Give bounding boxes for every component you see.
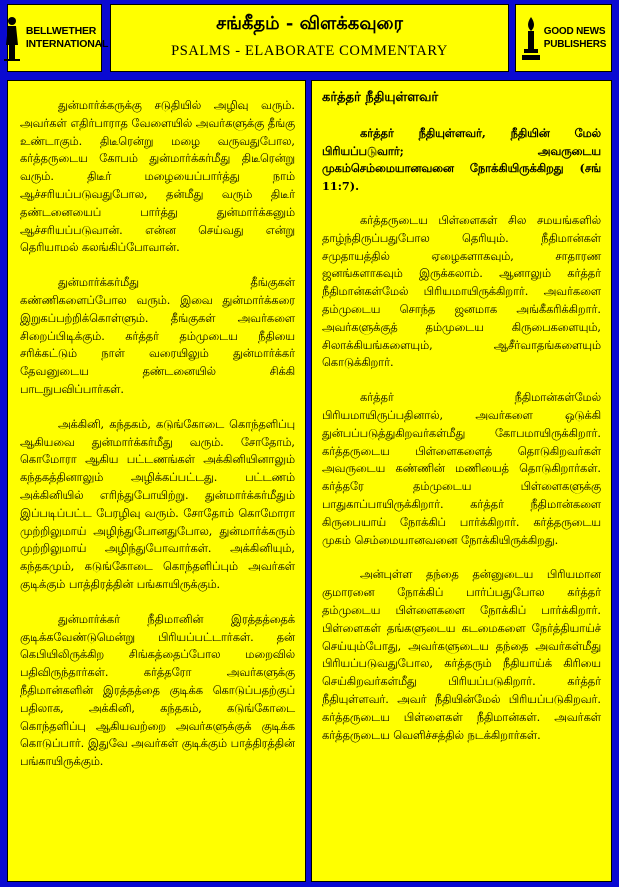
- paragraph: கர்த்தர் நீதிமான்கள்மேல் பிரியமாயிருப்பதினால், அவர்களை ஒடுக்கி துன்பப்படுத்துகிறவர்கள்மீது கோபமாயிருக்கிறார். கர்த்தருடைய பிள்ளைகளைத் தொடுகிறவர்கள் அவருடைய கண்ணின் மணியைத் தொடுகிறார்கள். கர்த்தரே தம்முடைய பிள்ளைகளுக்கு பாதுகாப்பாயிருக்கிறார். கர்த்தர் நீதிமான்களை கிருபையாய் நோக்கிப் பார்க்கிறார். கர்த்தருடைய முகம் செம்மையானவனை நோக்கியிருக்கிறது.: [322, 391, 601, 547]
- lamp-icon: [521, 15, 541, 61]
- bellwether-figure-icon: [1, 15, 23, 61]
- good-news-logo-line2: PUBLISHERS: [543, 39, 607, 50]
- good-news-logo-line1: GOOD NEWS: [543, 26, 606, 37]
- paragraph: துன்மார்க்கர்மீது தீங்குகள் கண்ணிகளைப்போல வரும். இவை துன்மார்க்கரை இறுகப்பற்றிக்கொள்ளும். தீங்குகள் அவர்களை சிறைப்பிடிக்கும். கர்த்தர் தம்முடைய நீதியை சரிக்கட்டும் நாள் வரையிலும் துன்மார்க்கர் தேவனுடைய தண்டனையில் சிக்கி பாடநுபவிப்பார்கள்.: [20, 276, 295, 396]
- paragraph: துன்மார்க்கருக்கு சடுதியில் அழிவு வரும். அவர்கள் எதிர்பாராத வேளையில் அவர்களுக்கு தீங்கு உண்டாகும். திடீரென்று மழை வருவதுபோல, கர்த்தருடைய கோபம் துன்மார்க்கர்மீது திடீரென்று வரும். திடீர் மழையைப்பார்த்து நாம் ஆச்சரியப்படுவதுபோல, தன்மீது வரும் திடீர் தண்டனையைப் பார்த்து துன்மார்க்கனும் ஆச்சரியப்படுவான். என்ன செய்வது என்று தெரியாமல் கலங்கிப்போவான்.: [20, 99, 295, 255]
- good-news-logo-text: [544, 25, 606, 51]
- page-subtitle: PSALMS - ELABORATE COMMENTARY: [171, 43, 448, 59]
- good-news-logo: [515, 4, 612, 72]
- bellwether-logo: [7, 4, 109, 72]
- paragraph: துன்மார்க்கர் நீதிமானின் இரத்தத்தைக் குடிக்கவேண்டுமென்று பிரியப்பட்டார்கள். தன் கெபியிலிருக்கிற சிங்கத்தைப்போல மறைவில் பதிவிருந்தார்கள். கர்த்தரோ அவர்களுக்கு நீதிமான்களின் இரத்தத்தை குடிக்க கொடுப்பதற்குப் பதிலாக, அக்கினி, கந்தகம், கடுங்கோடை கொந்தளிப்பு ஆகியவற்றை அவர்களுக்குக் குடிக்க கொடுப்பார். இதுவே அவர்கள் குடிக்கும் பாத்திரத்தின் பங்காயிருக்கும்.: [20, 612, 295, 769]
- page-header: [110, 4, 509, 72]
- paragraph: அன்புள்ள தந்தை தன்னுடைய பிரியமான குமாரனை நோக்கிப் பார்ப்பதுபோல கர்த்தர் தம்முடைய பிள்ளைகளை நோக்கிப் பார்க்கிறார். பிள்ளைகள் தங்களுடைய கடமைகளை நேர்த்தியாய்ச் செய்யும்போது, அவர்களுடைய தந்தை அவர்கள்மீது பிரியப்படுவதுபோல, கர்த்தரும் நீதியாய்க் கிரியை செய்கிறவர்கள்மீது பிரியப்படுகிறார். கர்த்தர் நீதியுள்ளவர். அவர் நீதியின்மேல் பிரியப்படுகிறவர். கர்த்தருடைய பிள்ளைகள் நீதிமான்கள். அவர்கள் கர்த்தருடைய வெளிச்சத்தில் நடக்கிறார்கள்.: [322, 568, 601, 742]
- verse-quote: கர்த்தர் நீதியுள்ளவர், நீதியின் மேல் பிரியப்படுவார்; அவருடைய முகம்செம்மையானவனை நோக்கியிருக்கிறது (சங் 11:7).: [322, 125, 601, 194]
- page-title: சங்கீதம் - விளக்கவுரை: [216, 13, 403, 34]
- right-column: [311, 80, 612, 882]
- section-title: கர்த்தர் நீதியுள்ளவர்: [322, 90, 439, 105]
- paragraph: கர்த்தருடைய பிள்ளைகள் சில சமயங்களில் தாழ்ந்திருப்பதுபோல தெரியும். நீதிமான்கள் சமுதாயத்தில் ஏழைகளாகவும், சாதாரண ஜனங்களாகவும் இருக்கலாம். ஆனாலும் கர்த்தர் நீதிமான்கள்மேல் பிரியமாயிருக்கிறார். அவர்களை தம்முடைய சொந்த ஜனமாக அங்கீகரிக்கிறார். அவர்களுக்குத் தம்முடைய கிருபைகளையும், சிலாக்கியங்களையும், ஆசீர்வாதங்களையும் கொடுக்கிறார்.: [322, 213, 601, 370]
- left-column: [7, 80, 306, 882]
- bellwether-logo-text: [26, 25, 108, 51]
- bellwether-logo-line2: INTERNATIONAL: [25, 38, 109, 50]
- paragraph: அக்கினி, கந்தகம், கடுங்கோடை கொந்தளிப்பு ஆகியவை துன்மார்க்கர்மீது வரும். சோதோம், கொமோரா ஆகிய பட்டணங்கள் அக்கினியினாலும் கந்தகத்தினாலும் அழிக்கப்பட்டது. பட்டணம் அக்கினியில் எரிந்துபோயிற்று. துன்மார்க்கர்மீதும் இப்படிப்பட்ட பேரழிவு வரும். சோதோம் கொமோரா முற்றிலுமாய் அழிந்துபோனதுபோல, துன்மார்க்கரும் முற்றிலுமாய் அழிந்துபோவார்கள். அக்கினியும், கந்தகமும், கடுங்கோடை கொந்தளிப்பும் அவர்கள் குடிக்கும் பாத்திரத்தின் பங்காயிருக்கும்.: [20, 417, 295, 591]
- bellwether-logo-line1: BELLWETHER: [25, 25, 97, 37]
